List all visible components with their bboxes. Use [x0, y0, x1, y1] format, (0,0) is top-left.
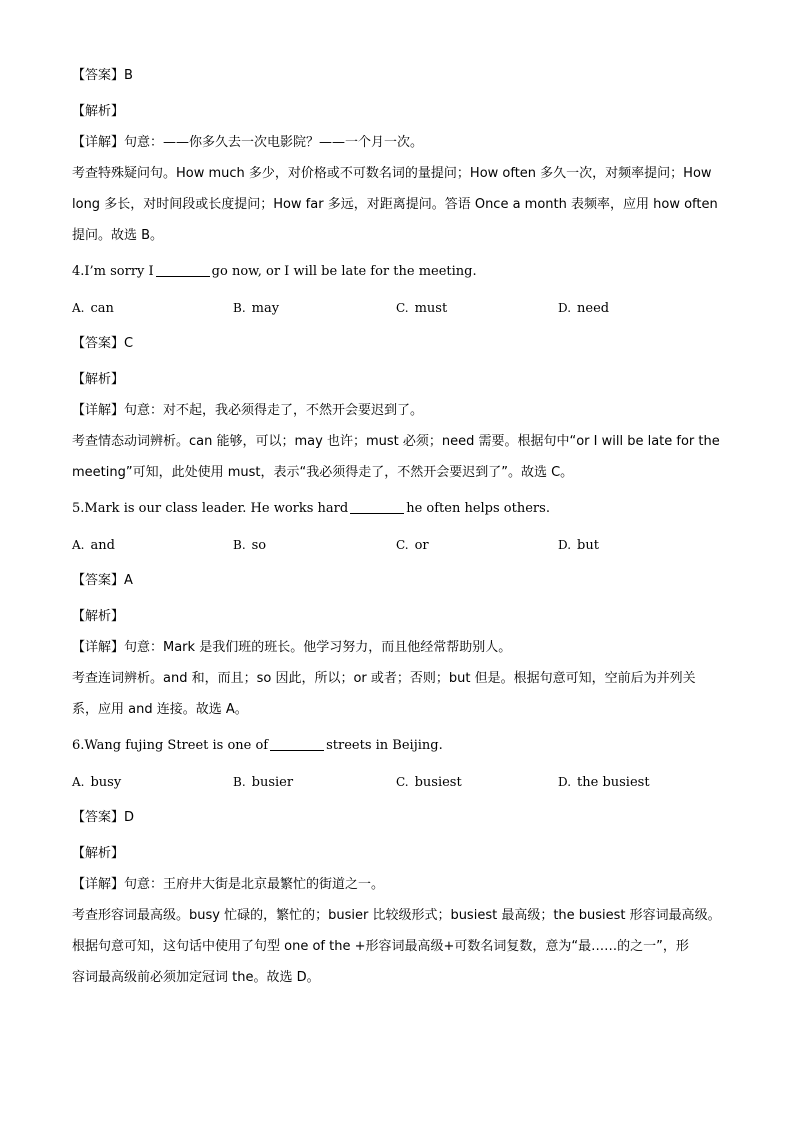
answer-line: 【答案】C	[72, 336, 134, 351]
options-row	[72, 298, 722, 318]
option-c: C. or	[396, 538, 429, 553]
detail-line: 【详解】句意：——你多久去一次电影院？——一个月一次。	[72, 135, 424, 150]
option-b: B. busier	[233, 775, 294, 790]
question-4	[72, 262, 722, 483]
explain-line: long 多长，对时间段或长度提问；How far 多远，对距离提问。答语 Once a month 表频率，应用 how often	[72, 197, 718, 212]
explain-line: 提问。故选 B。	[72, 228, 164, 243]
analysis-heading: 【解析】	[72, 609, 125, 624]
question-stem	[72, 499, 722, 519]
question-stem	[72, 262, 722, 282]
detail-line: 【详解】句意：Mark 是我们班的班长。他学习努力，而且他经常帮助别人。	[72, 640, 512, 655]
option-d: D. need	[558, 301, 610, 316]
stem-before-blank: 4.I’m sorry I	[72, 264, 154, 279]
detail-line: 【详解】句意：对不起，我必须得走了，不然开会要迟到了。	[72, 403, 424, 418]
option-a: A. and	[72, 538, 115, 553]
option-d: D. the busiest	[558, 775, 650, 790]
question-stem	[72, 736, 722, 756]
stem-after-blank: streets in Beijing.	[326, 738, 443, 753]
fill-blank	[156, 263, 210, 277]
analysis-heading: 【解析】	[72, 846, 125, 861]
document-page	[72, 66, 722, 988]
explain-line: 考查特殊疑问句。How much 多少，对价格或不可数名词的量提问；How often 多久一次，对频率提问；How	[72, 166, 712, 181]
option-b: B. so	[233, 538, 267, 553]
option-a: A. busy	[72, 775, 122, 790]
explain-line: meeting”可知，此处使用 must，表示“我必须得走了，不然开会要迟到了”。故选 C。	[72, 465, 574, 480]
question-6	[72, 736, 722, 988]
option-c: C. busiest	[396, 775, 462, 790]
explain-line: 考查形容词最高级。busy 忙碌的，繁忙的；busier 比较级形式；busiest 最高级；the busiest 形容词最高级。	[72, 908, 721, 923]
explain-line: 考查连词辨析。and 和，而且；so 因此，所以；or 或者；否则；but 但是。根据句意可知，空前后为并列关	[72, 671, 696, 686]
option-b: B. may	[233, 301, 280, 316]
question-5	[72, 499, 722, 720]
answer-line: 【答案】D	[72, 810, 135, 825]
explain-line: 根据句意可知，这句话中使用了句型 one of the +形容词最高级+可数名词复数，意为“最……的之一”，形	[72, 939, 689, 954]
explain-line: 系，应用 and 连接。故选 A。	[72, 702, 248, 717]
explain-line: 容词最高级前必须加定冠词 the。故选 D。	[72, 970, 320, 985]
stem-after-blank: go now, or I will be late for the meeting.	[211, 264, 477, 279]
option-c: C. must	[396, 301, 448, 316]
options-row	[72, 535, 722, 555]
option-d: D. but	[558, 538, 599, 553]
options-row	[72, 772, 722, 792]
explain-line: 考查情态动词辨析。can 能够，可以；may 也许；must 必须；need 需要。根据句中“or I will be late for the	[72, 434, 720, 449]
stem-before-blank: 6.Wang fujing Street is one of	[72, 738, 269, 753]
fill-blank	[270, 737, 324, 751]
question-3-solution	[72, 66, 722, 246]
fill-blank	[350, 500, 404, 514]
analysis-heading: 【解析】	[72, 104, 125, 119]
stem-after-blank: he often helps others.	[406, 501, 550, 516]
answer-line: 【答案】A	[72, 573, 133, 588]
option-a: A. can	[72, 301, 114, 316]
analysis-heading: 【解析】	[72, 372, 125, 387]
stem-before-blank: 5.Mark is our class leader. He works hard	[72, 501, 349, 516]
detail-line: 【详解】句意：王府井大街是北京最繁忙的街道之一。	[72, 877, 385, 892]
answer-line: 【答案】B	[72, 68, 133, 83]
